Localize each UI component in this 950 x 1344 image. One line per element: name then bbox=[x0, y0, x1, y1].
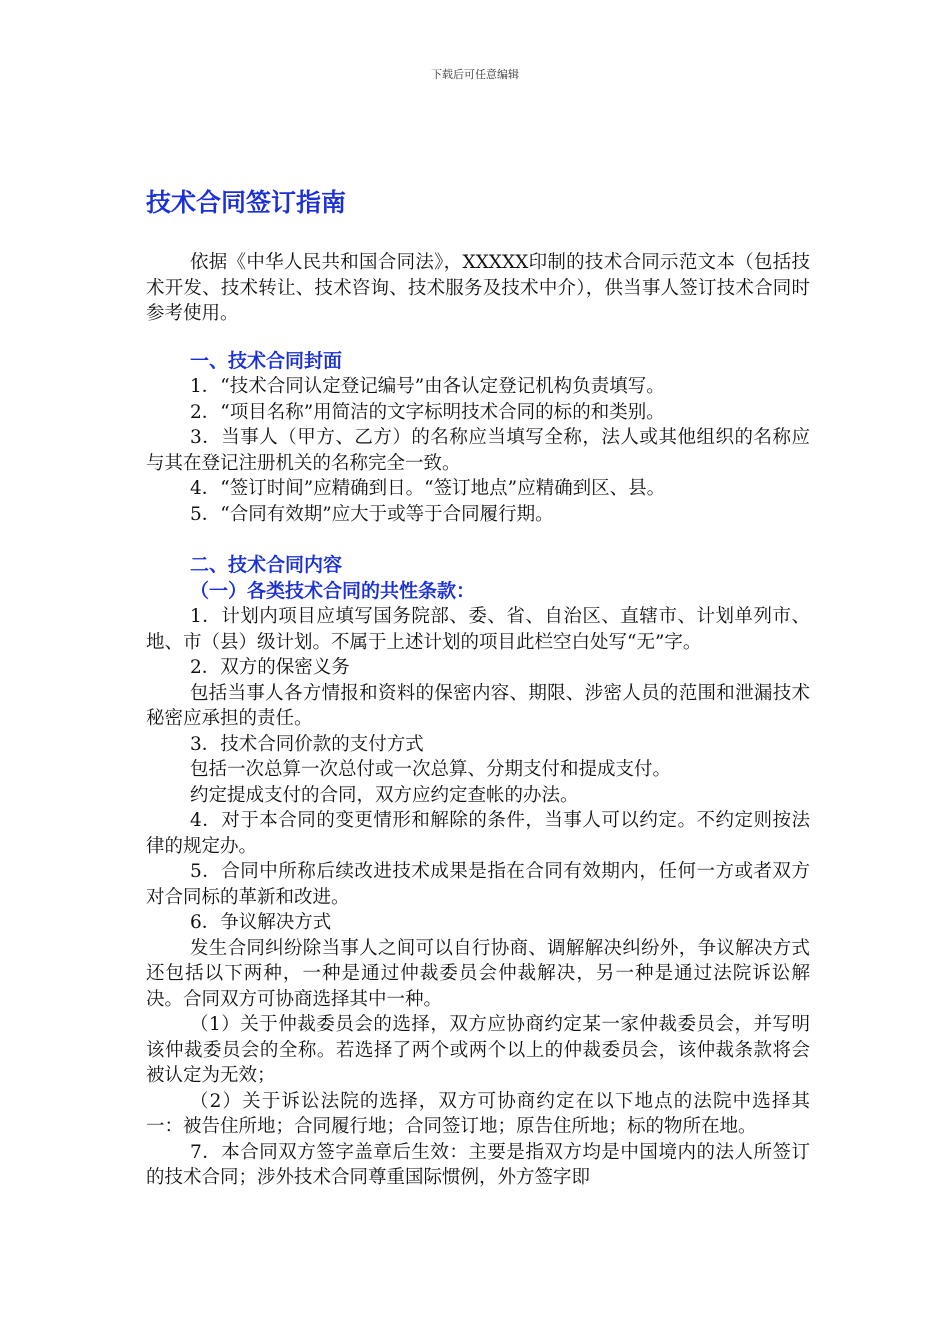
clause-4: 4．对于本合同的变更情形和解除的条件，当事人可以约定。不约定则按法律的规定办。 bbox=[146, 810, 810, 857]
clause-5: 5．合同中所称后续改进技术成果是指在合同有效期内，任何一方或者双方对合同标的革新和改进。 bbox=[146, 861, 810, 908]
cover-item-5: 5．“合同有效期”应大于或等于合同履行期。 bbox=[190, 503, 554, 525]
document-body bbox=[146, 250, 810, 1191]
clause-3-text-a: 包括一次总算一次总付或一次总算、分期支付和提成支付。 bbox=[190, 759, 672, 780]
clause-6-item-2: （2）关于诉讼法院的选择，双方可协商约定在以下地点的法院中选择其一：被告住所地；合同履行地；合同签订地；原告住所地；标的物所在地。 bbox=[146, 1090, 810, 1137]
document-title: 技术合同签订指南 bbox=[146, 188, 347, 217]
cover-item-4: 4．“签订时间”应精确到日。“签订地点”应精确到区、县。 bbox=[190, 478, 666, 499]
clause-7: 7．本合同双方签字盖章后生效：主要是指双方均是中国境内的法人所签订的技术合同；涉外技术合同尊重国际惯例，外方签字即 bbox=[146, 1141, 810, 1188]
clause-3-title: 3．技术合同价款的支付方式 bbox=[190, 733, 424, 755]
section-heading-cover: 一、技术合同封面 bbox=[190, 349, 343, 372]
clause-2-text: 包括当事人各方情报和资料的保密内容、期限、涉密人员的范围和泄漏技术秘密应承担的责任。 bbox=[146, 682, 810, 729]
cover-item-1: 1．“技术合同认定登记编号”由各认定登记机构负责填写。 bbox=[190, 376, 665, 397]
clause-1: 1．计划内项目应填写国务院部、委、省、自治区、直辖市、计划单列市、地、市（县）级计划。不属于上述计划的项目此栏空白处写“无”字。 bbox=[146, 606, 810, 653]
page-header: 下载后可任意编辑 bbox=[431, 68, 519, 81]
clause-6-title: 6．争议解决方式 bbox=[190, 912, 332, 933]
clause-6-item-1: （1）关于仲裁委员会的选择，双方应协商约定某一家仲裁委员会，并写明该仲裁委员会的全称。若选择了两个或两个以上的仲裁委员会，该仲裁条款将会被认定为无效； bbox=[146, 1014, 810, 1086]
section-heading-content: 二、技术合同内容 bbox=[190, 554, 343, 576]
clause-6-text: 发生合同纠纷除当事人之间可以自行协商、调解解决纠纷外，争议解决方式还包括以下两种，一种是通过仲裁委员会仲裁解决，另一种是通过法院诉讼解决。合同双方可协商选择其中一种。 bbox=[146, 937, 810, 1010]
clause-3-text-b: 约定提成支付的合同，双方应约定查帐的办法。 bbox=[190, 784, 579, 806]
cover-item-3: 3．当事人（甲方、乙方）的名称应当填写全称，法人或其他组织的名称应与其在登记注册机关的名称完全一致。 bbox=[146, 427, 810, 474]
subsection-heading-common: （一）各类技术合同的共性条款： bbox=[190, 579, 476, 602]
clause-2-title: 2．双方的保密义务 bbox=[190, 657, 350, 678]
intro-paragraph: 依据《中华人民共和国合同法》，XXXXX印制的技术合同示范文本（包括技术开发、技术转让、技术咨询、技术服务及技术中介），供当事人签订技术合同时参考使用。 bbox=[146, 252, 810, 324]
cover-item-2: 2．“项目名称”用简洁的文字标明技术合同的标的和类别。 bbox=[190, 401, 665, 423]
